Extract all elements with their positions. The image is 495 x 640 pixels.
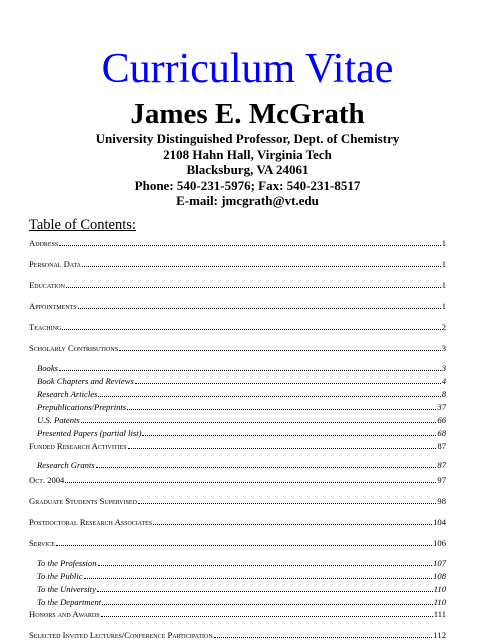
toc-entry-appointments[interactable] — [29, 299, 446, 311]
toc-entry-funded-research[interactable] — [29, 439, 446, 451]
dot-leader — [98, 396, 440, 397]
dot-leader — [96, 467, 437, 468]
dot-leader — [98, 565, 433, 566]
dot-leader — [214, 637, 433, 638]
dot-leader — [128, 448, 437, 449]
dot-leader — [59, 370, 441, 371]
toc-page: 68 — [437, 428, 446, 438]
toc-entry-honors-awards[interactable] — [29, 607, 446, 619]
toc-label: To the Profession — [37, 558, 97, 568]
toc-entry-graduate-students[interactable] — [29, 494, 446, 506]
toc-page: 4 — [441, 376, 446, 386]
toc-label: Prepublications/Preprints — [37, 402, 127, 412]
dot-leader — [153, 524, 432, 525]
dot-leader — [84, 578, 433, 579]
dot-leader — [119, 350, 441, 351]
toc-page: 2 — [441, 322, 446, 332]
author-name: James E. McGrath — [130, 98, 365, 130]
document-title: Curriculum Vitae — [101, 46, 394, 92]
toc-label: Books — [37, 363, 59, 373]
toc-page: 87 — [437, 460, 446, 470]
toc-label: Address — [29, 238, 59, 248]
contact-block — [0, 131, 495, 209]
toc-page: 1 — [441, 301, 446, 311]
toc-entry-research-grants[interactable] — [37, 458, 446, 470]
toc-label: Education — [29, 280, 65, 290]
toc-page: 106 — [433, 538, 446, 548]
dot-leader — [101, 616, 433, 617]
toc-page: 110 — [433, 597, 446, 607]
toc-label: Funded Research Activities — [29, 441, 127, 451]
dot-leader — [81, 422, 437, 423]
toc-label: Research Grants — [37, 460, 95, 470]
toc-page: 8 — [441, 389, 446, 399]
toc-entry-us-patents[interactable] — [37, 413, 446, 425]
dot-leader — [127, 409, 436, 410]
toc-page: 110 — [433, 584, 446, 594]
toc-entry-postdoctoral[interactable] — [29, 515, 446, 527]
toc-page: 104 — [433, 517, 446, 527]
toc-page: 3 — [441, 343, 446, 353]
email-line: E-mail: jmcgrath@vt.edu — [176, 193, 319, 208]
dot-leader — [59, 245, 440, 246]
toc-entry-scholarly-contributions[interactable] — [29, 341, 446, 353]
dot-leader — [97, 591, 433, 592]
toc-entry-books[interactable] — [37, 361, 446, 373]
toc-label: Appointments — [29, 301, 77, 311]
toc-label: To the Public — [37, 571, 83, 581]
toc-entry-book-chapters[interactable] — [37, 374, 446, 386]
dot-leader — [138, 503, 436, 504]
toc-label: Graduate Students Supervised — [29, 496, 137, 506]
dot-leader — [82, 266, 441, 267]
toc-label: Service — [29, 538, 55, 548]
dot-leader — [142, 435, 436, 436]
dot-leader — [66, 287, 441, 288]
toc-page: 1 — [441, 238, 446, 248]
toc-page: 97 — [437, 475, 446, 485]
toc-label: To the University — [37, 584, 96, 594]
toc-entry-service[interactable] — [29, 536, 446, 548]
address-line: 2108 Hahn Hall, Virginia Tech — [163, 146, 332, 162]
dot-leader — [65, 482, 436, 483]
city-line: Blacksburg, VA 24061 — [186, 162, 309, 177]
toc-page: 111 — [433, 609, 446, 619]
toc-label: Presented Papers (partial list) — [37, 428, 142, 438]
toc-entry-address[interactable] — [29, 236, 446, 248]
dot-leader — [135, 383, 441, 384]
dot-leader — [102, 604, 433, 605]
toc-label: To the Department — [37, 597, 102, 607]
toc-entry-to-the-department[interactable] — [37, 595, 446, 607]
toc-page: 107 — [433, 558, 446, 568]
position-line: University Distinguished Professor, Dept. of Chemistry — [95, 131, 400, 146]
toc-entry-personal-data[interactable] — [29, 257, 446, 269]
phone-fax-line: Phone: 540-231-5976; Fax: 540-231-8517 — [134, 177, 361, 193]
toc-label: Personal Data — [29, 259, 81, 269]
dot-leader — [56, 545, 432, 546]
toc-label: Teaching — [29, 322, 62, 332]
toc-entry-invited-lectures[interactable] — [29, 628, 446, 640]
toc-entry-education[interactable] — [29, 278, 446, 290]
toc-entry-oct-2004[interactable] — [29, 473, 446, 485]
toc-page: 112 — [433, 630, 446, 640]
toc-label: U.S. Patents — [37, 415, 80, 425]
toc-entry-to-the-profession[interactable] — [37, 556, 446, 568]
toc-label: Postdoctoral Research Associates — [29, 517, 153, 527]
toc-page: 1 — [441, 259, 446, 269]
toc-entry-research-articles[interactable] — [37, 387, 446, 399]
toc-page: 1 — [441, 280, 446, 290]
toc-entry-teaching[interactable] — [29, 320, 446, 332]
toc-entry-to-the-university[interactable] — [37, 582, 446, 594]
toc-label: Scholarly Contributions — [29, 343, 119, 353]
toc-heading: Table of Contents: — [29, 217, 136, 233]
toc-label: Oct. 2004 — [29, 475, 65, 485]
toc-page: 98 — [437, 496, 446, 506]
toc-label: Book Chapters and Reviews — [37, 376, 134, 386]
toc-entry-to-the-public[interactable] — [37, 569, 446, 581]
toc-label: Research Articles — [37, 389, 98, 399]
toc-page: 37 — [437, 402, 446, 412]
toc-page: 108 — [433, 571, 446, 581]
dot-leader — [78, 308, 441, 309]
toc-entry-presented-papers[interactable] — [37, 426, 446, 438]
dot-leader — [62, 329, 440, 330]
toc-entry-prepublications[interactable] — [37, 400, 446, 412]
toc-label: Selected Invited Lectures/Conference Participation — [29, 630, 213, 640]
toc-label: Honors and Awards — [29, 609, 100, 619]
toc-page: 3 — [441, 363, 446, 373]
toc-page: 87 — [437, 441, 446, 451]
toc-page: 66 — [437, 415, 446, 425]
